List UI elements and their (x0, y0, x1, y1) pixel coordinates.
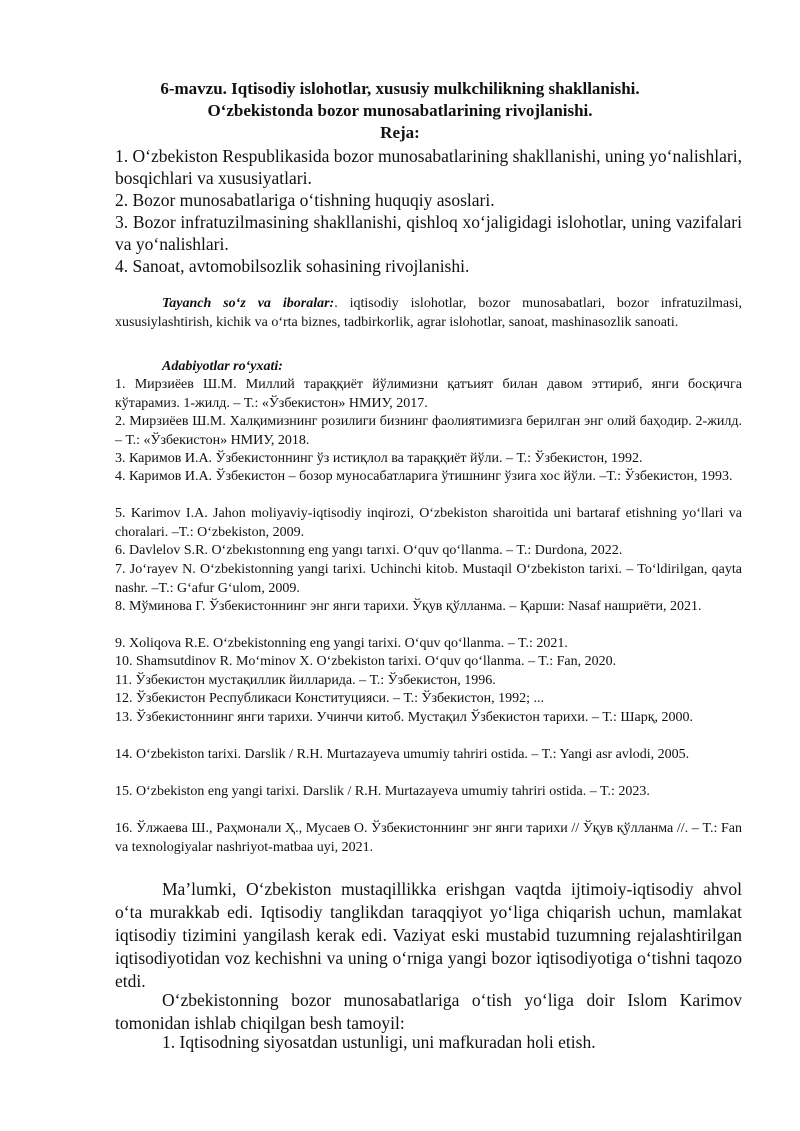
literature-item-7: 7. Jo‘rayev N. O‘zbekistonning yangi tarixi. Uchinchi kitob. Mustaqil O‘zbekiston tarixi. – To‘ldirilgan, qayta nashr. –T.: G‘afur G‘ulom, 2009. (115, 562, 742, 596)
plan-item-3: 3. Bozor infratuzilmasining shakllanishi, qishloq xo‘jaligidagi islohotlar, uning vazifalari va yo‘nalishlari. (115, 212, 742, 254)
plan-item-1: 1. O‘zbekiston Respublikasida bozor munosabatlarining shakllanishi, uning yo‘nalishlari, bosqichlari va xususiyatlari. (115, 146, 742, 188)
keywords-text: . iqtisodiy islohotlar, bozor munosabatlari, bozor infratuzilmasi, xususiylashtirish, kichik va o‘rta biznes, tadbirkorlik, agrar islohotlar, sanoat, mashinasozlik sanoati. (115, 296, 742, 330)
literature-item-12: 12. Ўзбекистон Республикаси Конституцияси. – Т.: Ўзбекистон, 1992; ... (115, 691, 544, 706)
literature-heading: Adabiyotlar ro‘yxati: (162, 359, 283, 374)
literature-item-6: 6. Davlelov S.R. O‘zbekıstonnıng eng yangı tarıxi. O‘quv qo‘llanma. – T.: Durdona, 2022. (115, 543, 623, 558)
body-paragraph-2: O‘zbekistonning bozor munosabatlariga o‘tish yo‘liga doir Islom Karimov tomonidan ishlab chiqilgan besh tamoyil: (115, 990, 742, 1033)
literature-item-13: 13. Ўзбекистоннинг янги тарихи. Учинчи китоб. Мустақил Ўзбекистон тарихи. – Т.: Шарқ, 2000. (115, 710, 694, 725)
literature-item-3: 3. Каримов И.А. Ўзбекистоннинг ўз истиқлол ва тараққиёт йўли. – Т.: Ўзбекистон, 1992. (115, 451, 643, 466)
literature-item-4: 4. Каримов И.А. Ўзбекистон – бозор муносабатларига ўтишнинг ўзига хос йўли. –Т.: Ўзбекистон, 1993. (115, 469, 733, 484)
literature-item-5: 5. Karimov I.A. Jahon moliyaviy-iqtisodiy inqirozi, O‘zbekiston sharoitida uni bartaraf etishning yo‘llari va choralari. –T.: O‘zbekiston, 2009. (115, 506, 742, 540)
plan-item-4: 4. Sanoat, avtomobilsozlik sohasining rivojlanishi. (115, 256, 470, 276)
page-title-line-1: 6-mavzu. Iqtisodiy islohotlar, xususiy mulkchilikning shakllanishi. (160, 79, 640, 98)
literature-item-14: 14. O‘zbekiston tarixi. Darslik / R.H. Murtazayeva umumiy tahriri ostida. – T.: Yangi asr avlodi, 2005. (115, 747, 690, 762)
literature-item-10: 10. Shamsutdinov R. Mo‘minov X. O‘zbekiston tarixi. O‘quv qo‘llanma. – T.: Fan, 2020. (115, 654, 617, 669)
keywords-paragraph (115, 295, 742, 332)
page-title-line-2: O‘zbekistonda bozor munosabatlarining rivojlanishi. (207, 101, 593, 120)
literature-item-11: 11. Ўзбекистон мустақиллик йилларида. – Т.: Ўзбекистон, 1996. (115, 673, 496, 688)
literature-item-15: 15. O‘zbekiston eng yangi tarixi. Darslik / R.H. Murtazayeva umumiy tahriri ostida. – T.: 2023. (115, 784, 650, 799)
literature-item-2: 2. Мирзиёев Ш.М. Халқимизнинг розилиги бизнинг фаолиятимизга берилган энг олий баҳодир. 2-жилд. – Т.: «Ўзбекистон» НМИУ, 2018. (115, 414, 742, 448)
literature-item-16: 16. Ўлжаева Ш., Раҳмонали Ҳ., Мусаев О. Ўзбекистоннинг энг янги тарихи // Ўқув қўлланма //. – T.: Fan va texnologiyalar nashriyot-matbaa uyi, 2021. (115, 821, 742, 855)
keywords-label: Tayanch so‘z va iboralar: (162, 296, 335, 311)
body-paragraph-1: Ma’lumki, O‘zbekiston mustaqillikka erishgan vaqtda ijtimoiy-iqtisodiy ahvol o‘ta murakkab edi. Iqtisodiy tanglikdan taraqqiyot yo‘liga chiqarish uchun, mamlakat iqtisodiy tizimini yangilash kerak edi. Vaziyat eski mustabid tuzumning rejalashtirilgan iqtisodiyotidan voz kechishni va uning o‘rniga yangi bozor iqtisodiyotiga o‘tishni taqozo etdi. (115, 879, 742, 991)
plan-item-2: 2. Bozor munosabatlariga o‘tishning huquqiy asoslari. (115, 190, 495, 210)
plan-heading: Reja: (380, 123, 420, 142)
body-paragraph-3: 1. Iqtisodning siyosatdan ustunligi, uni mafkuradan holi etish. (162, 1032, 596, 1052)
literature-item-8: 8. Мўминова Г. Ўзбекистоннинг энг янги тарихи. Ўқув қўлланма. – Қарши: Nasaf нашриёти, 2021. (115, 599, 702, 614)
literature-item-9: 9. Xoliqova R.E. O‘zbekistonning eng yangi tarixi. O‘quv qo‘llanma. – T.: 2021. (115, 636, 568, 651)
literature-item-1: 1. Мирзиёев Ш.М. Миллий тараққиёт йўлимизни қатъият билан давом эттириб, янги босқичга кўтарамиз. 1-жилд. – Т.: «Ўзбекистон» НМИУ, 2017. (115, 377, 742, 411)
